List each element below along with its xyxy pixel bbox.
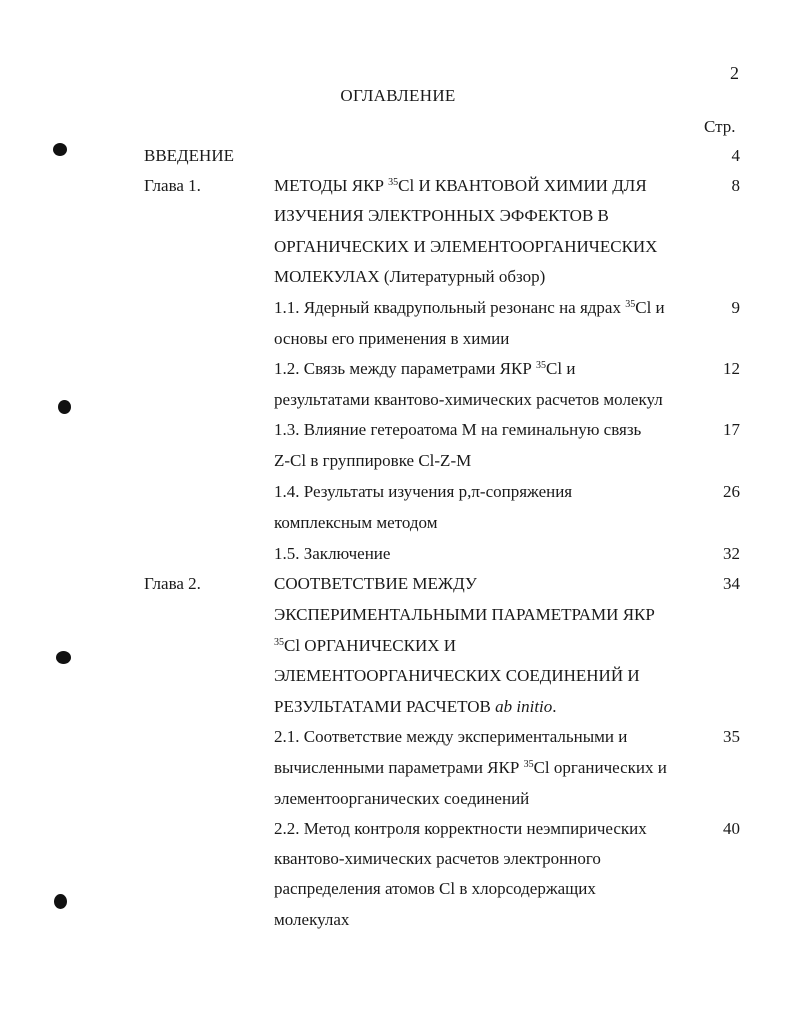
section-1-1-page: 9 [731, 298, 740, 317]
scan-blot [53, 143, 67, 156]
section-2-1-line2: вычисленными параметрами ЯКР $^{35}$Cl органических и [274, 758, 667, 777]
chapter1-title-line1: МЕТОДЫ ЯКР $^{35}$Cl И КВАНТОВОЙ ХИМИИ ДЛЯ [274, 176, 647, 195]
page-title: ОГЛАВЛЕНИЕ [340, 86, 456, 105]
chapter2-title-line3: $^{35}$Cl ОРГАНИЧЕСКИХ И [274, 636, 457, 655]
section-1-3-line2: Z-Cl в группировке Cl-Z-M [274, 451, 472, 470]
page-number: 2 [730, 63, 739, 83]
section-2-2-line3: распределения атомов Cl в хлорсодержащих [274, 879, 596, 898]
page-column-header: Стр. [704, 117, 736, 136]
section-1-1-line2: основы его применения в химии [274, 329, 510, 348]
section-2-1-line1: 2.1. Соответствие между экспериментальными и [274, 727, 628, 746]
section-1-3-line1: 1.3. Влияние гетероатома М на геминальную связь [274, 420, 642, 439]
chapter2-page: 34 [723, 574, 740, 593]
chapter1-title-line4: МОЛЕКУЛАХ (Литературный обзор) [274, 267, 546, 286]
chapter2-title-line5: РЕЗУЛЬТАТАМИ РАСЧЕТОВ ab initio. [274, 697, 557, 716]
chapter1-title-line2: ИЗУЧЕНИЯ ЭЛЕКТРОННЫХ ЭФФЕКТОВ В [274, 206, 609, 225]
intro-label: ВВЕДЕНИЕ [144, 146, 234, 165]
intro-page: 4 [731, 146, 740, 165]
chapter1-title-line3: ОРГАНИЧЕСКИХ И ЭЛЕМЕНТООРГАНИЧЕСКИХ [274, 237, 658, 256]
section-1-2-line2: результатами квантово-химических расчетов молекул [274, 390, 663, 409]
section-2-1-page: 35 [723, 727, 740, 746]
chapter2-title-line2: ЭКСПЕРИМЕНТАЛЬНЫМИ ПАРАМЕТРАМИ ЯКР [274, 605, 655, 624]
section-2-2-line1: 2.2. Метод контроля корректности неэмпирических [274, 819, 647, 838]
section-1-4-line2: комплексным методом [274, 513, 438, 532]
section-1-4-line1: 1.4. Результаты изучения p,π-сопряжения [274, 482, 573, 501]
section-2-2-page: 40 [723, 819, 740, 838]
section-2-2-line2: квантово-химических расчетов электронного [274, 849, 601, 868]
chapter2-label: Глава 2. [144, 574, 201, 593]
chapter2-title-line4: ЭЛЕМЕНТООРГАНИЧЕСКИХ СОЕДИНЕНИЙ И [274, 666, 640, 685]
chapter1-page: 8 [731, 176, 740, 195]
section-1-2-line1: 1.2. Связь между параметрами ЯКР $^{35}$Cl и [274, 359, 576, 378]
scan-blot [56, 651, 71, 664]
section-1-5-line1: 1.5. Заключение [274, 544, 391, 563]
section-1-5-page: 32 [723, 544, 740, 563]
section-1-4-page: 26 [723, 482, 740, 501]
section-1-3-page: 17 [723, 420, 740, 439]
section-1-1-line1: 1.1. Ядерный квадрупольный резонанс на ядрах $^{35}$Cl и [274, 298, 665, 317]
scan-blot [54, 894, 67, 909]
scan-blot [58, 400, 71, 414]
section-2-1-line3: элементоорганических соединений [274, 789, 530, 808]
chapter2-title-line1: СООТВЕТСТВИЕ МЕЖДУ [274, 574, 477, 593]
chapter1-label: Глава 1. [144, 176, 201, 195]
section-2-2-line4: молекулах [274, 910, 350, 929]
section-1-2-page: 12 [723, 359, 740, 378]
